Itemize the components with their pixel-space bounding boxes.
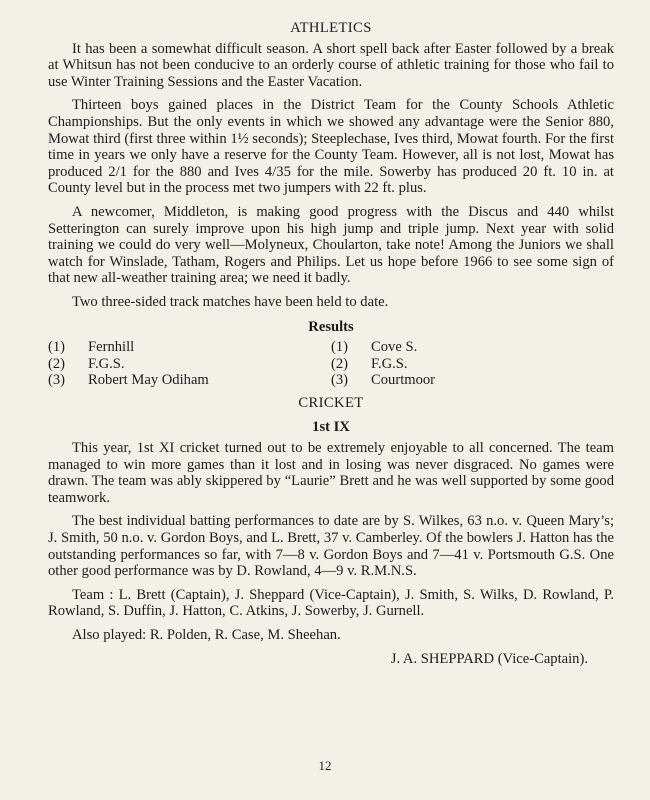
result-position: (2) xyxy=(48,355,66,372)
cricket-subheading: 1st IX xyxy=(312,419,350,436)
result-row xyxy=(48,372,331,389)
result-position: (3) xyxy=(331,372,349,389)
cricket-paragraph: This year, 1st XI cricket turned out to be extremely enjoyable to all concerned. The team managed to win more games than it lost and in losing was never disgraced. No games were drawn. The team was ably skippered by “Laurie” Brett and he was well supported by some good teamwork. xyxy=(48,440,614,506)
result-school: F.G.S. xyxy=(88,355,125,372)
result-school: F.G.S. xyxy=(371,355,408,372)
result-position: (1) xyxy=(331,339,349,356)
results-column-right xyxy=(331,339,614,389)
page-content xyxy=(48,14,614,667)
athletics-paragraph: Thirteen boys gained places in the District Team for the County Schools Athletic Championships. But the only events in which we showed any advantage were the Senior 880, Mowat third (first three within 1½ seconds); Steeplechase, Ives third, Mowat fourth. For the first time in years we only have a reserve for the County Team. However, all is not lost, Mowat has produced 2/1 for the 880 and Ives 4/35 for the mile. Sowerby has produced 20 ft. 10 in. at County level but in the process met two jumpers with 22 ft. plus. xyxy=(48,97,614,197)
results-table xyxy=(48,339,614,389)
results-column-left xyxy=(48,339,331,389)
cricket-paragraph: The best individual batting performances to date are by S. Wilkes, 63 n.o. v. Queen Mary’s; J. Smith, 50 n.o. v. Gordon Boys, and L. Brett, 37 v. Camberley. Of the bowlers J. Hatton has the outstanding performances so far, with 7—8 v. Gordon Boys and 7—41 v. Portsmouth G.S. One other good performance was by D. Rowland, 4—9 v. R.M.N.S. xyxy=(48,513,614,580)
result-row xyxy=(331,339,614,356)
result-school: Fernhill xyxy=(88,339,135,356)
results-heading: Results xyxy=(308,318,354,335)
result-row xyxy=(331,372,614,389)
result-row xyxy=(48,339,331,356)
cricket-heading: CRICKET xyxy=(298,394,364,411)
cricket-team-list: Team : L. Brett (Captain), J. Sheppard (Vice-Captain), J. Smith, S. Wilks, D. Rowland, P. Rowland, S. Duffin, J. Hatton, C. Atkins, J. Sowerby, J. Gurnell. xyxy=(48,586,614,620)
result-school: Cove S. xyxy=(371,339,418,356)
signature: J. A. SHEPPARD (Vice-Captain). xyxy=(390,650,588,667)
result-row xyxy=(48,356,331,373)
result-position: (2) xyxy=(331,355,349,372)
page-number: 12 xyxy=(318,758,332,773)
cricket-also-played: Also played: R. Polden, R. Case, M. Sheehan. xyxy=(72,627,341,643)
result-position: (1) xyxy=(48,339,66,356)
athletics-paragraph: A newcomer, Middleton, is making good progress with the Discus and 440 whilst Setterington can surely improve upon his high jump and triple jump. Next year with solid training we could do very well—Molyneux, Choularton, take note! Among the Juniors we shall watch for Winslade, Tatham, Rogers and Philips. Let us hope before 1966 to see some sign of that new all-weather training area; we need it badly. xyxy=(48,203,614,287)
athletics-heading: ATHLETICS xyxy=(290,20,372,36)
result-school: Robert May Odiham xyxy=(88,372,209,389)
athletics-paragraph: Two three-sided track matches have been held to date. xyxy=(72,293,389,310)
athletics-paragraph: It has been a somewhat difficult season. A short spell back after Easter followed by a break at Whitsun has not been conducive to an orderly course of athletic training for those who fail to use Winter Training Sessions and the Easter Vacation. xyxy=(48,40,614,90)
result-school: Courtmoor xyxy=(371,372,436,389)
result-position: (3) xyxy=(48,372,66,389)
result-row xyxy=(331,356,614,373)
